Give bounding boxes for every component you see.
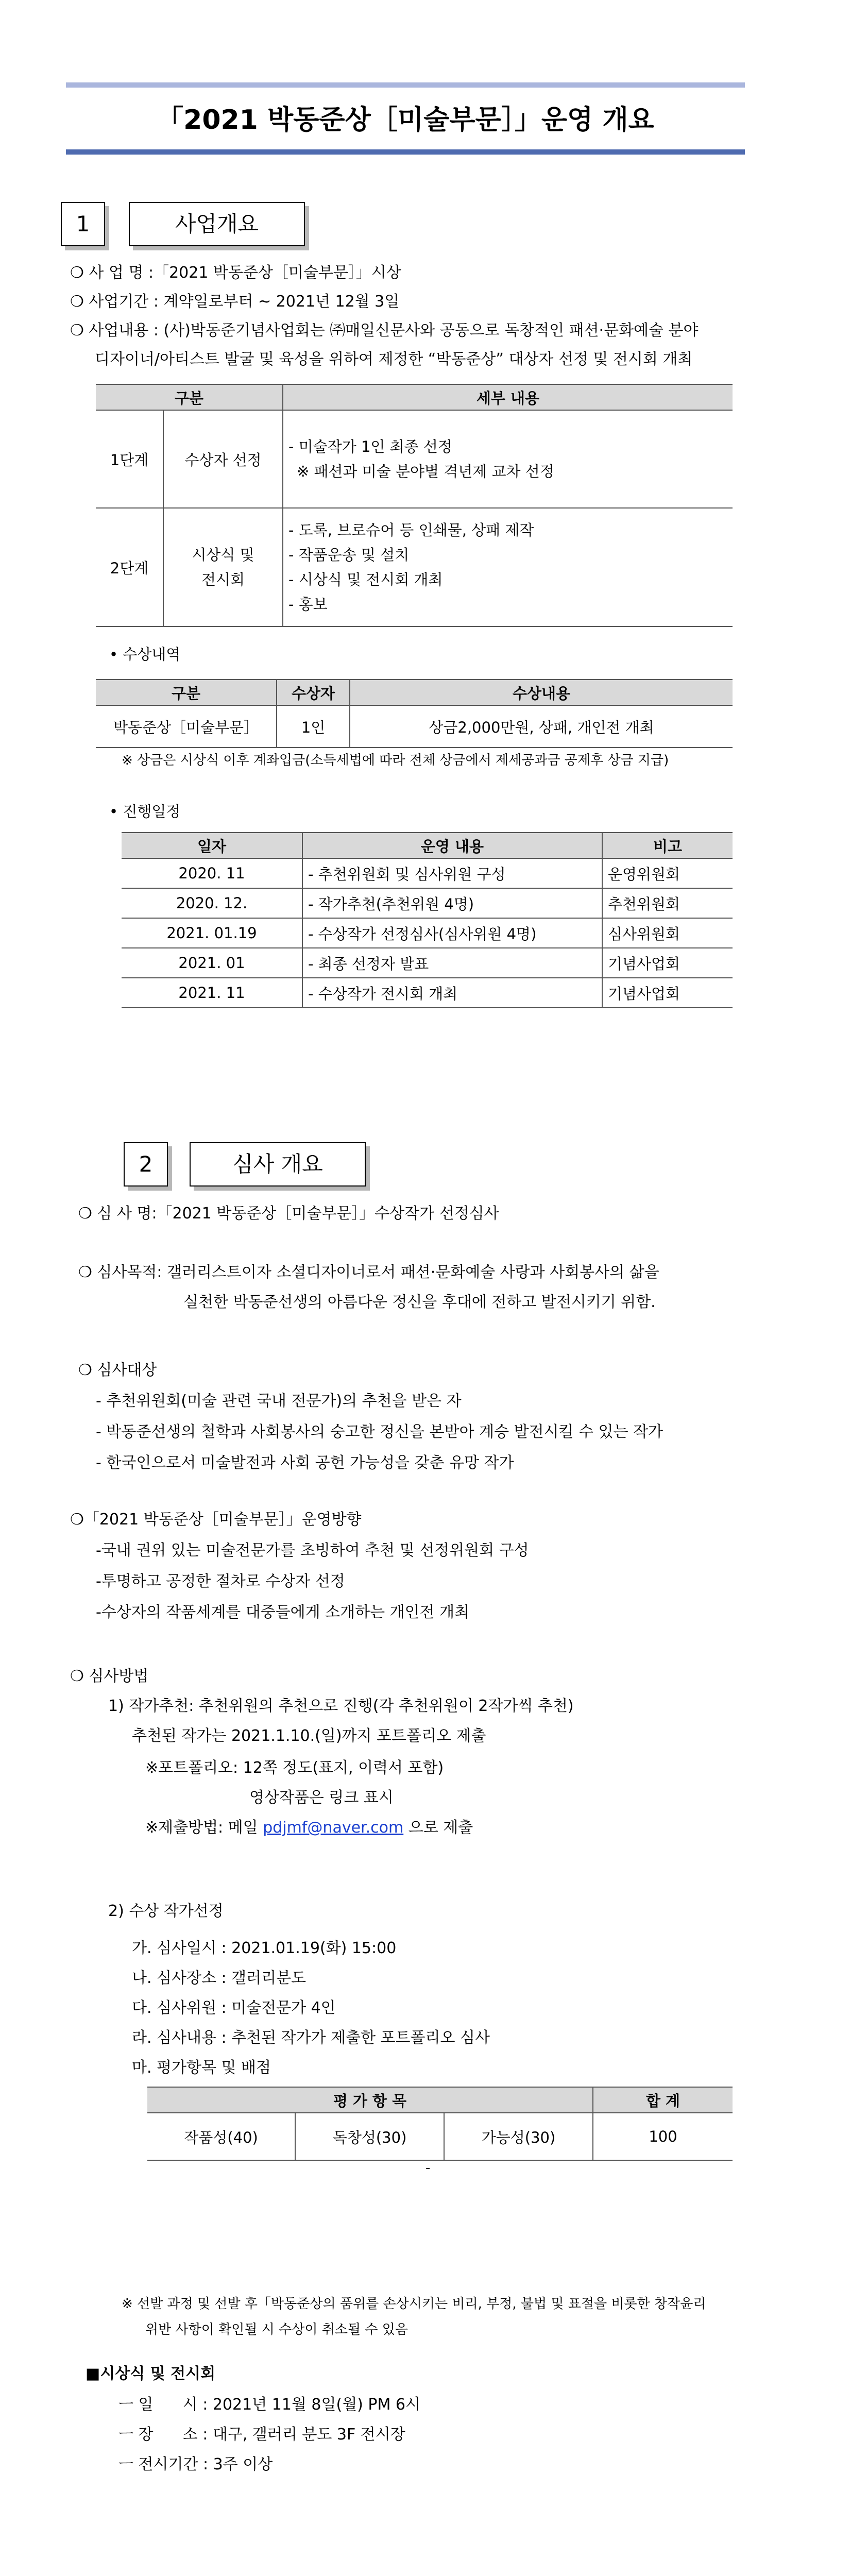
business-period-line: ❍ 사업기간 : 계약일로부터 ~ 2021년 12월 3일 — [70, 293, 400, 311]
schedule-date: 2021. 01.19 — [122, 918, 302, 948]
table-row — [122, 918, 733, 948]
ceremony-title: ■시상식 및 전시회 — [86, 2365, 216, 2383]
eval-header-total: 합 계 — [593, 2087, 733, 2113]
award-table — [96, 679, 733, 748]
submit-prefix: ※제출방법: 메일 — [145, 1819, 258, 1837]
table-row — [96, 508, 733, 626]
list-item: - 박동준선생의 철학과 사회봉사의 숭고한 정신을 본받아 계승 발전시킬 수 있는 작가 — [96, 1423, 663, 1441]
business-content-line: ❍ 사업내용 : (사)박동준기념사업회는 ㈜매일신문사와 공동으로 독창적인 패션·문화예술 분야 — [70, 321, 699, 340]
schedule-note: 추천위원회 — [602, 888, 733, 918]
list-item: - 작품운송 및 설치 — [288, 546, 410, 564]
portfolio-line-1: ※포트폴리오: 12쪽 정도(표지, 이력서 포함) — [145, 1759, 444, 1777]
portfolio-line-2: 영상작품은 링크 표시 — [249, 1789, 394, 1807]
stage-1-label: 1단계 — [96, 410, 163, 508]
list-item: ※ 패션과 미술 분야별 격년제 교차 선정 — [297, 463, 554, 480]
schedule-label: • 진행일정 — [109, 803, 181, 820]
award-category: 박동준상［미술부문］ — [96, 705, 277, 748]
review-purpose-line-2: 실천한 박동준선생의 아름다운 정신을 후대에 전하고 발전시키기 위함. — [183, 1293, 656, 1311]
stage-table — [96, 384, 733, 627]
list-item: 가. 심사일시 : 2021.01.19(화) 15:00 — [132, 1939, 397, 1957]
review-purpose-line: ❍ 심사목적: 갤러리스트이자 소셜디자이너로서 패션·문화예술 사랑과 사회봉사의 삶을 — [78, 1263, 659, 1281]
dot-mark: - — [426, 2160, 431, 2176]
award-label: • 수상내역 — [109, 646, 181, 663]
schedule-header-note: 비고 — [602, 833, 733, 858]
list-item: - 추천위원회(미술 관련 국내 전문가)의 추천을 받은 자 — [96, 1392, 462, 1410]
list-item: 마. 평가항목 및 배점 — [132, 2059, 271, 2077]
list-item: - 한국인으로서 미술발전과 사회 공헌 가능성을 갖춘 유망 작가 — [96, 1454, 514, 1472]
schedule-header-date: 일자 — [122, 833, 302, 858]
table-row — [147, 2113, 733, 2160]
direction-title: ❍「2021 박동준상［미술부문］」운영방향 — [70, 1511, 362, 1529]
schedule-note: 기념사업회 — [602, 948, 733, 978]
eval-header-items: 평 가 항 목 — [147, 2087, 593, 2113]
section1-heading: 사업개요 — [129, 202, 305, 246]
method-1: 1) 작가추천: 추천위원의 추천으로 진행(각 추천위원이 2작가씩 추천) — [108, 1697, 574, 1715]
schedule-content: - 수상작가 전시회 개최 — [302, 978, 602, 1008]
schedule-content: - 추천위원회 및 심사위원 구성 — [302, 858, 602, 888]
schedule-table — [122, 832, 733, 1008]
title-bottom-rule — [66, 149, 745, 155]
schedule-date: 2020. 11 — [122, 858, 302, 888]
list-item: ㅡ 전시기간 : 3주 이상 — [118, 2455, 273, 2473]
schedule-note: 심사위원회 — [602, 918, 733, 948]
award-header-category: 구분 — [96, 680, 277, 705]
title-top-rule — [66, 82, 745, 88]
submit-email-link[interactable]: pdjmf@naver.com — [263, 1819, 404, 1837]
stage-header-category: 구분 — [96, 384, 283, 410]
evaluation-table — [147, 2087, 733, 2161]
table-row — [122, 948, 733, 978]
list-item: -수상자의 작품세계를 대중들에게 소개하는 개인전 개최 — [96, 1603, 470, 1621]
stage-header-details: 세부 내용 — [283, 384, 733, 410]
section2-heading: 심사 개요 — [190, 1142, 366, 1187]
review-target-title: ❍ 심사대상 — [78, 1361, 157, 1379]
list-item: ㅡ 일 시 : 2021년 11월 8일(월) PM 6시 — [118, 2396, 420, 2414]
list-item: - 도록, 브로슈어 등 인쇄물, 상패 제작 — [288, 521, 534, 539]
table-row — [122, 888, 733, 918]
schedule-content: - 최종 선정자 발표 — [302, 948, 602, 978]
method-1b: 추천된 작가는 2021.1.10.(일)까지 포트폴리오 제출 — [132, 1727, 486, 1745]
list-item: ㅡ 장 소 : 대구, 갤러리 분도 3F 전시장 — [118, 2426, 405, 2444]
document-title: 「2021 박동준상［미술부문］」운영 개요 — [157, 105, 654, 135]
table-row — [96, 705, 733, 748]
award-header-winner: 수상자 — [277, 680, 350, 705]
section1-number: 1 — [61, 202, 105, 246]
business-content-line-2: 디자이너/아티스트 발굴 및 육성을 위하여 제정한 “박동준상” 대상자 선정 및 전시회 개최 — [95, 350, 693, 368]
schedule-date: 2020. 12. — [122, 888, 302, 918]
warning-line-1: ※ 선발 과정 및 선발 후「박동준상의 품위를 손상시키는 비리, 부정, 불법 및 표절을 비롯한 창작윤리 — [122, 2296, 706, 2312]
submit-suffix: 으로 제출 — [408, 1819, 473, 1837]
list-item: 다. 심사위원 : 미술전문가 4인 — [132, 1999, 336, 2017]
submit-line — [145, 1818, 473, 1838]
warning-line-2: 위반 사항이 확인될 시 수상이 취소될 수 있음 — [145, 2322, 408, 2337]
schedule-date: 2021. 01 — [122, 948, 302, 978]
schedule-header-content: 운영 내용 — [302, 833, 602, 858]
list-item: - 미술작가 1인 최종 선정 — [288, 438, 452, 455]
review-name-line: ❍ 심 사 명:「2021 박동준상［미술부문］」수상작가 선정심사 — [78, 1205, 499, 1223]
schedule-content: - 수상작가 선정심사(심사위원 4명) — [302, 918, 602, 948]
eval-total: 100 — [593, 2113, 733, 2160]
list-item: 나. 심사장소 : 갤러리분도 — [132, 1969, 307, 1987]
list-item: 라. 심사내용 : 추천된 작가가 제출한 포트폴리오 심사 — [132, 2029, 490, 2047]
award-content: 상금2,000만원, 상패, 개인전 개최 — [350, 705, 733, 748]
stage-2-name: 시상식 및 전시회 — [163, 508, 283, 626]
method-title: ❍ 심사방법 — [70, 1667, 149, 1685]
award-winner: 1인 — [277, 705, 350, 748]
stage-2-label: 2단계 — [96, 508, 163, 626]
schedule-content: - 작가추천(추천위원 4명) — [302, 888, 602, 918]
list-item: - 시상식 및 전시회 개최 — [288, 571, 443, 588]
schedule-note: 운영위원회 — [602, 858, 733, 888]
table-row — [96, 410, 733, 508]
table-row — [122, 858, 733, 888]
method-2: 2) 수상 작가선정 — [108, 1902, 224, 1920]
eval-item: 작품성(40) — [147, 2113, 295, 2160]
list-item: -국내 권위 있는 미술전문가를 초빙하여 추천 및 선정위원회 구성 — [96, 1541, 529, 1560]
stage-1-name: 수상자 선정 — [163, 410, 283, 508]
business-name-line: ❍ 사 업 명 :「2021 박동준상［미술부문］」시상 — [70, 264, 401, 282]
eval-item: 가능성(30) — [444, 2113, 593, 2160]
table-row — [122, 978, 733, 1008]
list-item: - 홍보 — [288, 596, 328, 613]
list-item: -투명하고 공정한 절차로 수상자 선정 — [96, 1572, 345, 1590]
section2-number: 2 — [124, 1142, 168, 1187]
award-note: ※ 상금은 시상식 이후 계좌입금(소득세법에 따라 전체 상금에서 제세공과금 공제후 상금 지급) — [122, 753, 669, 768]
eval-item: 독창성(30) — [295, 2113, 444, 2160]
stage-2-details — [283, 508, 733, 626]
award-header-content: 수상내용 — [350, 680, 733, 705]
stage-1-details — [283, 410, 733, 508]
schedule-note: 기념사업회 — [602, 978, 733, 1008]
schedule-date: 2021. 11 — [122, 978, 302, 1008]
